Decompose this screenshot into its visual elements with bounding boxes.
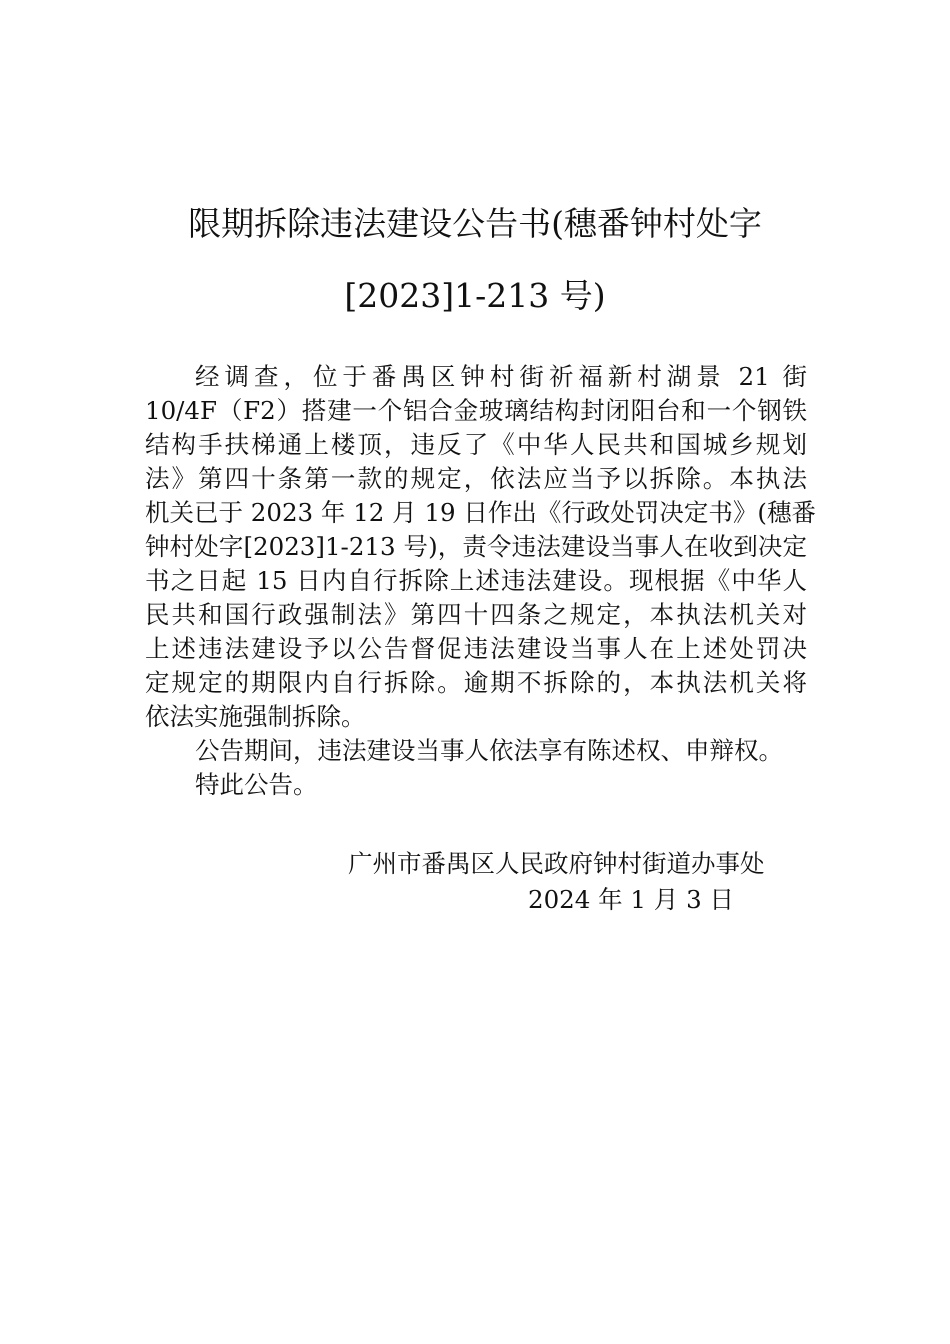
signature-organization: 广州市番禺区人民政府钟村街道办事处: [348, 849, 765, 878]
body-line: 上述违法建设予以公告督促违法建设当事人在上述处罚决: [145, 634, 807, 663]
body-line: 10/4F（F2）搭建一个铝合金玻璃结构封闭阳台和一个钢铁: [145, 396, 807, 425]
closing-paragraph: 特此公告。: [195, 770, 318, 799]
rights-paragraph: 公告期间，违法建设当事人依法享有陈述权、申辩权。: [195, 736, 783, 765]
body-line: 钟村处字[2023]1-213 号)，责令违法建设当事人在收到决定: [145, 532, 807, 561]
body-line: 定规定的期限内自行拆除。逾期不拆除的，本执法机关将: [145, 668, 807, 697]
body-line: 书之日起 15 日内自行拆除上述违法建设。现根据《中华人: [145, 566, 807, 595]
body-line: 民共和国行政强制法》第四十四条之规定，本执法机关对: [145, 600, 807, 629]
body-line: 经调查，位于番禺区钟村街祈福新村湖景 21 街: [195, 362, 807, 391]
document-title-line-2: [2023]1-213 号): [344, 276, 606, 315]
body-line: 依法实施强制拆除。: [145, 702, 366, 731]
body-line: 结构手扶梯通上楼顶，违反了《中华人民共和国城乡规划: [145, 430, 807, 459]
body-line: 法》第四十条第一款的规定，依法应当予以拆除。本执法: [145, 464, 807, 493]
body-line: 机关已于 2023 年 12 月 19 日作出《行政处罚决定书》(穗番: [145, 498, 816, 527]
signature-date: 2024 年 1 月 3 日: [528, 885, 734, 914]
document-body: [145, 360, 816, 802]
document-title-line-1: 限期拆除违法建设公告书(穗番钟村处字: [188, 204, 762, 243]
